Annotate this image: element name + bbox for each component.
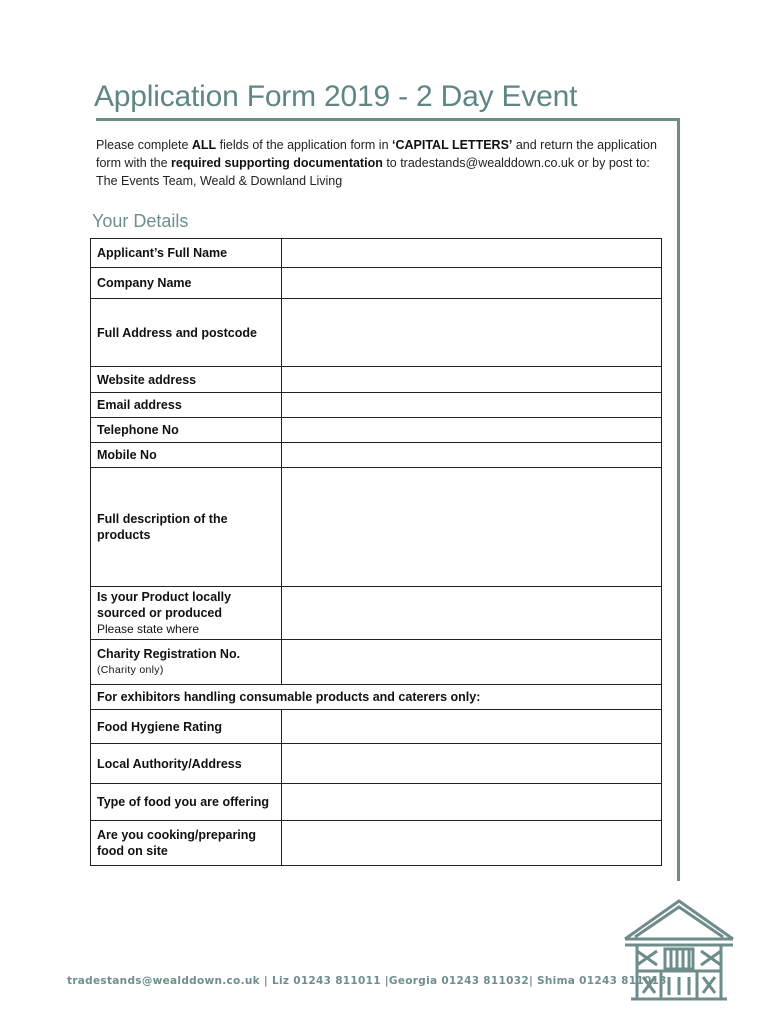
intro-part-2: fields of the application form in [216, 138, 392, 152]
table-row [91, 393, 662, 418]
label-authority: Local Authority/Address [91, 744, 282, 784]
local-product-question: Is your Product locally sourced or produced [97, 590, 232, 620]
label-mobile: Mobile No [91, 443, 282, 468]
side-rule [677, 118, 680, 881]
table-row [91, 710, 662, 744]
intro-bold-all: ALL [191, 138, 217, 152]
charity-input[interactable] [282, 640, 661, 684]
intro-part-4: to tradestands@wealddown.co.uk or by post to: The Events Team, Weald & Downland Living [96, 156, 650, 188]
table-row [91, 784, 662, 821]
mobile-input[interactable] [282, 443, 661, 467]
local-product-note: Please state where [97, 622, 200, 636]
label-charity [91, 640, 282, 685]
description-input[interactable] [282, 468, 661, 586]
charity-label: Charity Registration No. [97, 647, 241, 661]
label-email: Email address [91, 393, 282, 418]
authority-cell [282, 744, 662, 784]
label-hygiene: Food Hygiene Rating [91, 710, 282, 744]
label-telephone: Telephone No [91, 418, 282, 443]
intro-bold-capitals: ‘CAPITAL LETTERS’ [392, 138, 513, 152]
local-product-cell [282, 587, 662, 640]
mobile-cell [282, 443, 662, 468]
table-row [91, 418, 662, 443]
hygiene-cell [282, 710, 662, 744]
full-name-input[interactable] [282, 239, 661, 267]
label-address: Full Address and postcode [91, 299, 282, 367]
table-row [91, 640, 662, 685]
authority-input[interactable] [282, 744, 661, 783]
footer-contacts: tradestands@wealddown.co.uk | Liz 01243 811011 |Georgia 01243 811032| Shima 01243 811013 [67, 975, 667, 987]
hygiene-input[interactable] [282, 710, 661, 743]
charity-note: (Charity only) [97, 664, 164, 676]
website-cell [282, 367, 662, 393]
email-cell [282, 393, 662, 418]
address-input[interactable] [282, 299, 661, 366]
charity-cell [282, 640, 662, 685]
food-type-cell [282, 784, 662, 821]
header-rule [96, 118, 680, 121]
table-row [91, 239, 662, 268]
table-row [91, 468, 662, 587]
intro-bold-docs: required supporting documentation [171, 156, 383, 170]
address-cell [282, 299, 662, 367]
intro-part-1: Please complete [96, 138, 192, 152]
intro-text [96, 136, 666, 190]
company-name-cell [282, 268, 662, 299]
exhibitors-heading: For exhibitors handling consumable products and caterers only: [91, 685, 662, 710]
telephone-cell [282, 418, 662, 443]
label-website: Website address [91, 367, 282, 393]
full-name-cell [282, 239, 662, 268]
table-row [91, 443, 662, 468]
label-description: Full description of the products [91, 468, 282, 587]
table-row [91, 744, 662, 784]
table-row [91, 587, 662, 640]
label-company-name: Company Name [91, 268, 282, 299]
label-full-name: Applicant’s Full Name [91, 239, 282, 268]
company-name-input[interactable] [282, 268, 661, 298]
table-row [91, 268, 662, 299]
label-food-type: Type of food you are offering [91, 784, 282, 821]
cooking-input[interactable] [282, 821, 661, 865]
table-row [91, 367, 662, 393]
details-table [90, 238, 662, 866]
website-input[interactable] [282, 367, 661, 392]
description-cell [282, 468, 662, 587]
telephone-input[interactable] [282, 418, 661, 442]
table-row [91, 821, 662, 866]
label-local-product [91, 587, 282, 640]
timber-frame-house-icon [621, 895, 737, 1005]
email-input[interactable] [282, 393, 661, 417]
page-title: Application Form 2019 - 2 Day Event [94, 80, 578, 113]
food-type-input[interactable] [282, 784, 661, 820]
local-product-input[interactable] [282, 587, 661, 639]
table-row [91, 685, 662, 710]
table-row [91, 299, 662, 367]
cooking-cell [282, 821, 662, 866]
label-cooking: Are you cooking/preparing food on site [91, 821, 282, 866]
intro-part-3: and return the application form with the [96, 138, 657, 170]
section-title-your-details: Your Details [92, 211, 189, 231]
